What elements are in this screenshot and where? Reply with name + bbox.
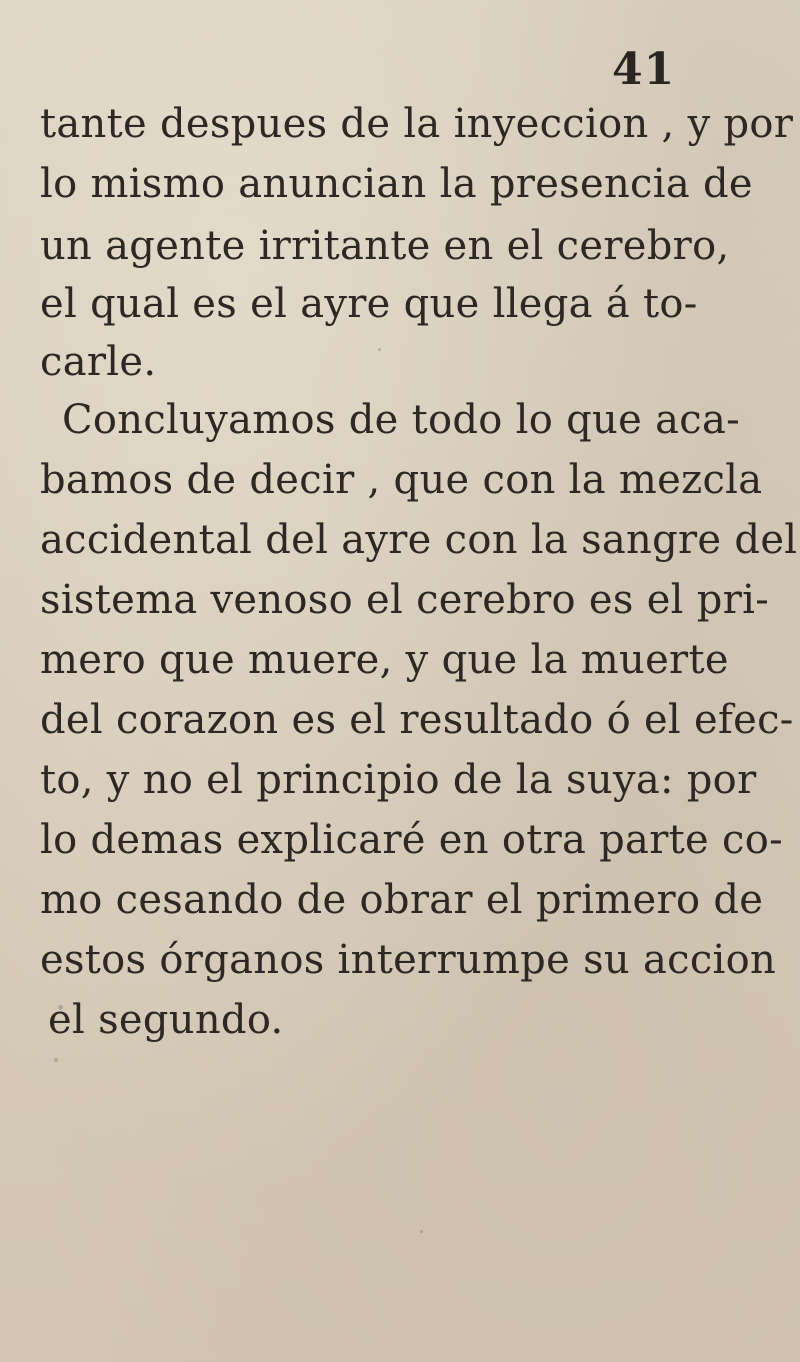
- text-line: sistema venoso el cerebro es el pri-: [40, 577, 770, 623]
- page-number: 41: [612, 44, 676, 95]
- text-line: bamos de decir , que con la mezcla: [40, 457, 763, 503]
- text-line: lo mismo anuncian la presencia de: [40, 161, 753, 207]
- text-line: lo demas explicaré en otra parte co-: [40, 817, 783, 863]
- paper-speck: [58, 1005, 63, 1010]
- text-line: accidental del ayre con la sangre del: [40, 517, 798, 563]
- paragraph-start-line: Concluyamos de todo lo que aca-: [62, 397, 740, 443]
- text-line: to, y no el principio de la suya: por: [40, 757, 757, 803]
- text-line: tante despues de la inyeccion , y por: [40, 101, 794, 147]
- text-line: mo cesando de obrar el primero de: [40, 877, 764, 923]
- text-line: estos órganos interrumpe su accion: [40, 937, 777, 983]
- paper-speck: [378, 348, 381, 351]
- text-line: el qual es el ayre que llega á to-: [40, 281, 698, 327]
- paper-speck: [54, 1058, 58, 1062]
- text-line: un agente irritante en el cerebro,: [40, 223, 730, 269]
- text-line: mero que muere, y que la muerte: [40, 637, 729, 683]
- text-line: carle.: [40, 339, 157, 385]
- paper-speck: [420, 1230, 423, 1233]
- text-line: del corazon es el resultado ó el efec-: [40, 697, 794, 743]
- text-line: el segundo.: [48, 997, 284, 1043]
